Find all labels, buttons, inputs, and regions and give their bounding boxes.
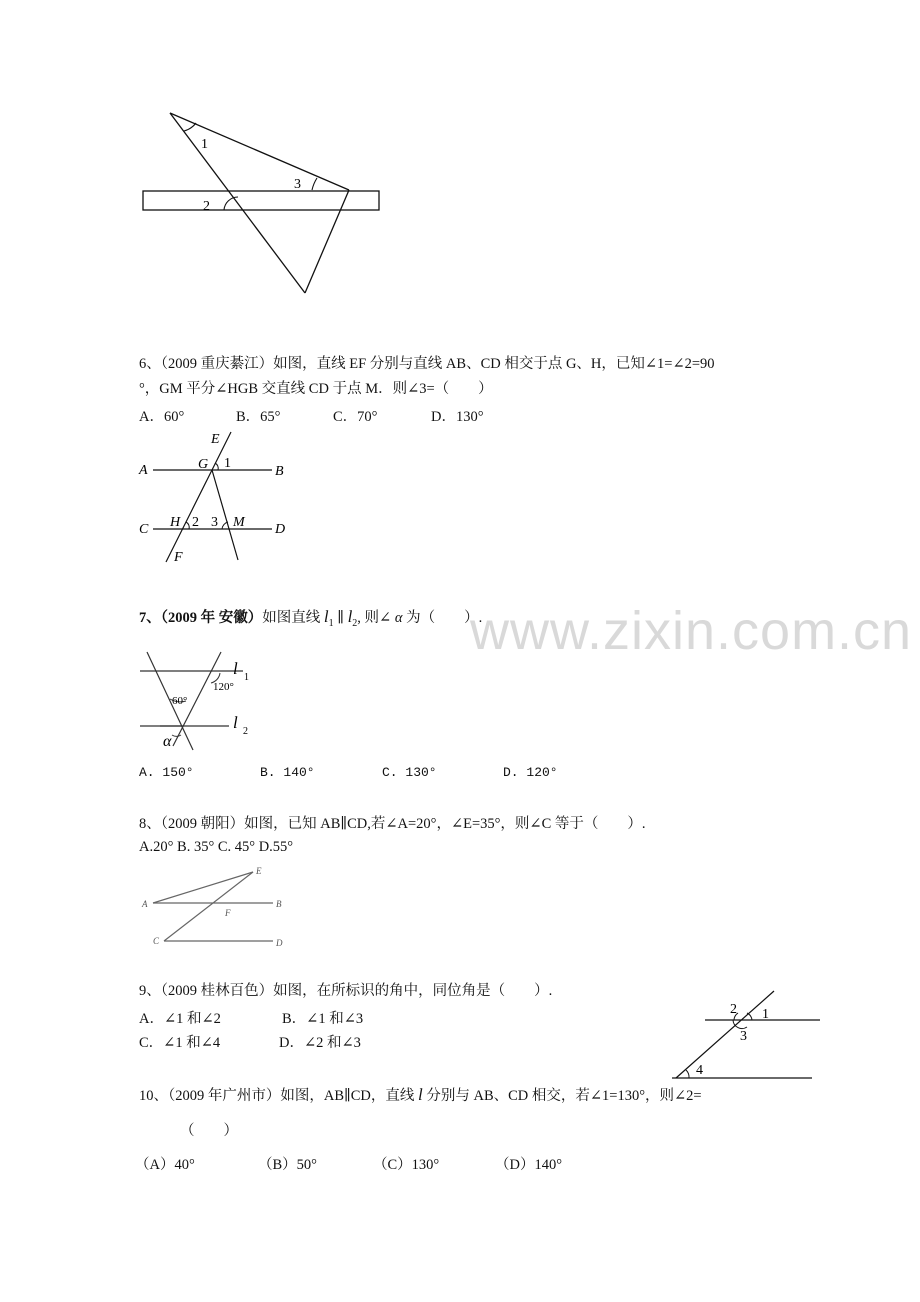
q8-label-F: F [225,908,231,918]
q7-l1: l [323,607,329,626]
q7-text-b: , 则∠ [357,610,392,626]
q9-label-3: 3 [740,1029,747,1044]
q9-line-1: 9、（2009 桂林百色）如图，在所标识的角中，同位角是（ ）. [139,983,553,999]
q6-line-1: 6、（2009 重庆綦江）如图，直线 EF 分别与直线 AB、CD 相交于点 G、H，已知∠1=∠2=90 [139,356,715,372]
q6-label-F: F [174,550,183,565]
q7-fig-l2-sub: 2 [243,726,248,737]
q10-l: l [417,1085,423,1104]
q7-fig-l1: l [233,659,238,678]
fig5-label-3: 3 [294,177,301,192]
q9-option-b: B．∠1 和∠3 [282,1011,364,1027]
q6-label-A: A [139,463,148,478]
q8-line-1: 8、（2009 朝阳）如图，已知 AB∥CD,若∠A=20°，∠E=35°，则∠C 等于（ ）. [139,816,646,832]
figure-q8 [135,862,295,954]
figure-q7 [135,648,265,753]
q7-fig-l1-sub: 1 [244,672,249,683]
q6-label-D: D [275,522,286,537]
q8-label-B: B [276,899,282,909]
q7-line-1 [139,608,482,633]
q7-fig-l2: l [233,713,238,732]
q6-label-G: G [198,457,209,472]
q10-option-d: （D）140° [495,1157,563,1173]
watermark: www.zixin.com.cn [470,601,913,661]
q7-fig-60: 60° [172,695,188,707]
fig5-label-2: 2 [203,199,210,214]
q6-label-1: 1 [224,456,231,471]
figure-q6 [135,428,295,568]
q8-label-A: A [142,899,148,909]
q7-option-a: A. 150° [139,765,194,780]
q9-label-2: 2 [730,1002,737,1017]
q10-line-1 [139,1086,702,1105]
q10-line-2: （ ） [180,1123,238,1139]
q10-text-b: 分别与 AB、CD 相交，若∠1=130°，则∠2= [426,1088,702,1104]
q8-label-C: C [153,936,160,946]
q9-option-d: D．∠2 和∠3 [279,1035,361,1051]
q6-option-b: B．65° [236,409,281,425]
q8-line-2: A.20° B. 35° C. 45° D.55° [139,839,294,855]
q7-fig-alpha: α [163,733,172,750]
q7-option-b: B. 140° [260,765,315,780]
q10-option-a: （A）40° [135,1157,195,1173]
q9-label-4: 4 [696,1063,703,1078]
q7-option-d: D. 120° [503,765,558,780]
q9-label-1: 1 [762,1007,769,1022]
q7-text-c: 为（ ）. [406,610,483,626]
q7-l2-sub: 2 [352,617,358,629]
q6-label-E: E [211,432,220,447]
q6-label-B: B [275,464,284,479]
figure-q9 [670,985,830,1085]
q7-text-a: 如图直线 [262,610,321,626]
q9-option-c: C．∠1 和∠4 [139,1035,221,1051]
q6-option-a: A．60° [139,409,185,425]
q7-option-c: C. 130° [382,765,437,780]
q7-prefix: 7、（2009 年 安徽） [139,610,263,626]
fig5-label-1: 1 [201,137,208,152]
q7-alpha: α [394,610,403,626]
q8-label-E: E [256,866,262,876]
q9-option-a: A．∠1 和∠2 [139,1011,221,1027]
q7-l2: l [347,607,353,626]
q6-label-C: C [139,522,149,537]
q7-parallel: ∥ [337,610,344,626]
q6-label-M: M [233,515,245,530]
figure-q5 [135,105,395,305]
q10-text-a: 10、（2009 年广州市）如图，AB∥CD，直线 [139,1088,415,1104]
q10-option-b: （B）50° [258,1157,317,1173]
q6-option-d: D．130° [431,409,484,425]
q6-line-2: °，GM 平分∠HGB 交直线 CD 于点 M．则∠3=（ ） [139,381,493,397]
q6-label-H: H [170,515,181,530]
q8-label-D: D [276,938,283,948]
q6-label-3: 3 [211,515,218,530]
q10-option-c: （C）130° [373,1157,440,1173]
q6-label-2: 2 [192,515,199,530]
q6-option-c: C．70° [333,409,378,425]
q7-l1-sub: 1 [328,617,334,629]
q7-fig-120: 120° [213,681,234,693]
